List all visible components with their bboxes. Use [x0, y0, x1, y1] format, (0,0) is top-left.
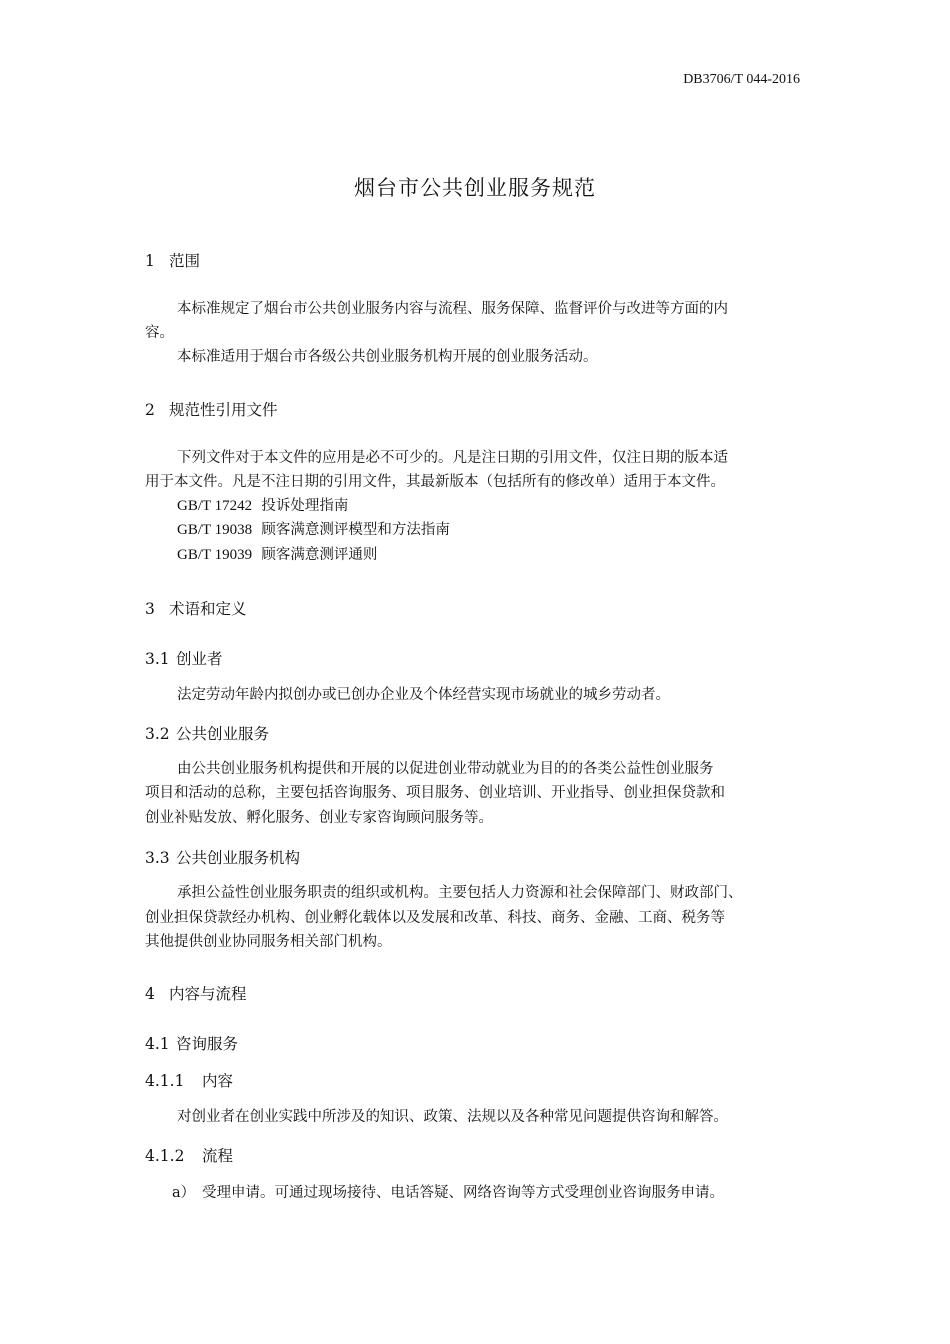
term-3-3-heading — [145, 846, 300, 868]
paragraph-line: 本标准适用于烟台市各级公共创业服务机构开展的创业服务活动。 — [177, 349, 598, 365]
list-item — [172, 1181, 724, 1202]
section-3-heading — [145, 597, 247, 619]
subsection-number: 4.1 — [145, 1035, 170, 1053]
paragraph-line: 创业补贴发放、孵化服务、创业专家咨询顾问服务等。 — [145, 810, 493, 826]
paragraph-line: 用于本文件。凡是不注日期的引用文件，其最新版本（包括所有的修改单）适用于本文件。 — [145, 474, 725, 490]
section-title: 规范性引用文件 — [169, 401, 278, 419]
subsection-4-1-1-heading — [145, 1069, 233, 1091]
reference-code: GB/T 19038 — [177, 522, 253, 538]
paragraph-line: 本标准规定了烟台市公共创业服务内容与流程、服务保障、监督评价与改进等方面的内 — [177, 301, 728, 317]
term-number: 3.1 — [145, 650, 170, 668]
term-number: 3.3 — [145, 849, 170, 867]
paragraph-line: 下列文件对于本文件的应用是必不可少的。凡是注日期的引用文件，仅注日期的版本适 — [177, 450, 728, 466]
reference-name: 顾客满意测评通则 — [261, 547, 378, 563]
document-title: 烟台市公共创业服务规范 — [354, 176, 596, 200]
section-title: 范围 — [169, 252, 201, 270]
paragraph-line: 创业担保贷款经办机构、创业孵化载体以及发展和改革、科技、商务、金融、工商、税务等 — [145, 910, 725, 926]
section-1-heading — [145, 249, 200, 271]
paragraph-line: 容。 — [145, 325, 174, 341]
term-title: 创业者 — [176, 650, 223, 668]
term-title: 公共创业服务 — [176, 725, 270, 743]
section-number: 1 — [145, 252, 155, 270]
subsection-4-1-heading — [145, 1032, 238, 1054]
list-item-text: 受理申请。可通过现场接待、电话答疑、网络咨询等方式受理创业咨询服务申请。 — [202, 1185, 724, 1201]
reference-item — [177, 518, 450, 542]
subsection-4-1-2-heading — [145, 1144, 233, 1166]
subsection-title: 咨询服务 — [176, 1035, 239, 1053]
reference-item — [177, 543, 377, 567]
list-marker: a） — [172, 1185, 196, 1201]
standard-number: DB3706/T 044-2016 — [683, 72, 800, 87]
term-3-1-heading — [145, 647, 223, 669]
reference-code: GB/T 17242 — [177, 498, 253, 514]
paragraph-line: 项目和活动的总称，主要包括咨询服务、项目服务、创业培训、开业指导、创业担保贷款和 — [145, 785, 725, 801]
term-title: 公共创业服务机构 — [176, 849, 301, 867]
subsection-number: 4.1.2 — [145, 1147, 185, 1165]
subsection-title: 流程 — [202, 1147, 234, 1165]
subsection-number: 4.1.1 — [145, 1072, 185, 1090]
paragraph-line: 其他提供创业协同服务相关部门机构。 — [145, 934, 392, 950]
section-2-heading — [145, 398, 278, 420]
reference-code: GB/T 19039 — [177, 547, 253, 563]
paragraph-line: 法定劳动年龄内拟创办或已创办企业及个体经营实现市场就业的城乡劳动者。 — [177, 687, 670, 703]
section-4-heading — [145, 982, 247, 1004]
section-number: 2 — [145, 401, 155, 419]
reference-name: 投诉处理指南 — [261, 498, 349, 514]
paragraph-line: 对创业者在创业实践中所涉及的知识、政策、法规以及各种常见问题提供咨询和解答。 — [177, 1109, 728, 1125]
paragraph-line: 承担公益性创业服务职责的组织或机构。主要包括人力资源和社会保障部门、财政部门、 — [177, 885, 743, 901]
section-title: 内容与流程 — [169, 985, 247, 1003]
reference-name: 顾客满意测评模型和方法指南 — [261, 522, 450, 538]
section-title: 术语和定义 — [169, 600, 247, 618]
term-number: 3.2 — [145, 725, 170, 743]
section-number: 4 — [145, 985, 155, 1003]
section-number: 3 — [145, 600, 155, 618]
reference-item — [177, 494, 348, 518]
term-3-2-heading — [145, 722, 269, 744]
subsection-title: 内容 — [202, 1072, 234, 1090]
paragraph-line: 由公共创业服务机构提供和开展的以促进创业带动就业为目的的各类公益性创业服务 — [177, 761, 714, 777]
